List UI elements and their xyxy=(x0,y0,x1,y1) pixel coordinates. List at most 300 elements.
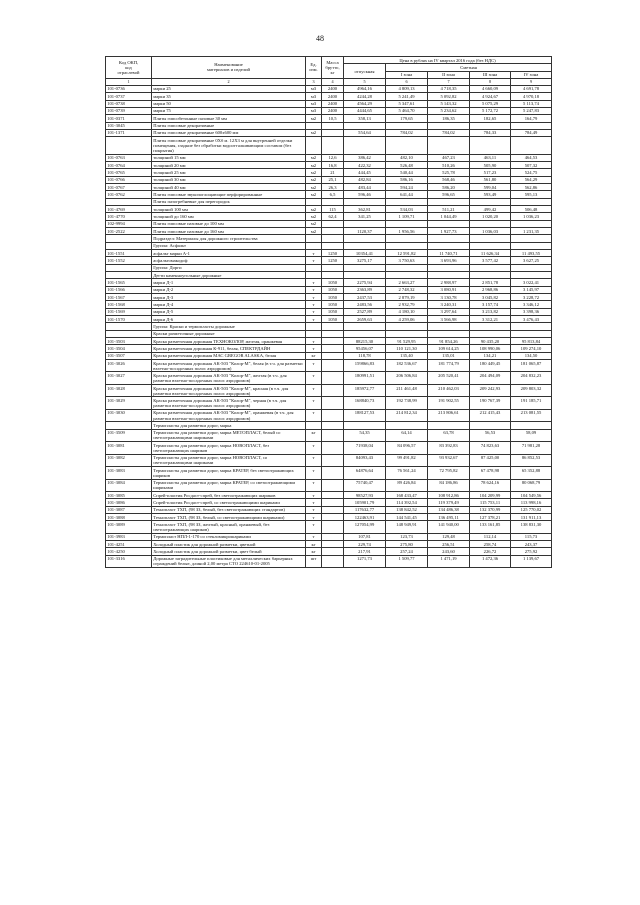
cell-name: Краска разметочная дорожная АК-503 "Колор-М", белая (в т.ч. для разметки взлетно-посадочных полос аэродромов) xyxy=(152,359,306,371)
cell-unit: м2 xyxy=(306,169,322,176)
cell-price: 784,02 xyxy=(386,129,428,136)
cell-price: 784,49 xyxy=(511,129,552,136)
table-row xyxy=(106,384,552,396)
cell-price: 91 854,26 xyxy=(428,337,470,344)
cell-gross: 1050 xyxy=(322,308,344,315)
cell-name: Группа: Асфальт xyxy=(152,242,306,249)
header-zone-3: III зона xyxy=(470,71,511,78)
cell-price: 65 352,88 xyxy=(511,467,552,479)
cell-price: 180 449,45 xyxy=(470,359,511,371)
table-row xyxy=(106,154,552,161)
cell-price: 4 180,10 xyxy=(386,308,428,315)
column-number: 7 xyxy=(428,78,470,85)
cell-price xyxy=(344,220,386,227)
column-number: 2 xyxy=(152,78,306,85)
cell-price: 132 370,99 xyxy=(470,506,511,513)
cell-price: 123,73 xyxy=(386,533,428,540)
cell-price: 179,65 xyxy=(386,115,428,122)
cell-price: 5 075,29 xyxy=(470,100,511,107)
cell-price: 511,21 xyxy=(428,206,470,213)
table-row xyxy=(106,454,552,466)
column-number: 5 xyxy=(344,78,386,85)
cell-price: 133 161,85 xyxy=(470,521,511,533)
cell-name: Дегти каменноугольные дорожные xyxy=(152,272,306,279)
cell-name: толщиной 15 мм xyxy=(152,154,306,161)
cell-price: 3 750,63 xyxy=(386,257,428,264)
cell-price: 2659,63 xyxy=(344,316,386,323)
table-row xyxy=(106,176,552,183)
cell-unit: кг xyxy=(306,352,322,359)
cell-code: 101-3316 xyxy=(106,555,152,567)
cell-price xyxy=(386,272,428,279)
cell-name: Подраздел: Материалы для дорожного строительства xyxy=(152,235,306,242)
cell-name: Спрей-пластик Росдаст-спрей, со светоотражающими шариками xyxy=(152,499,306,506)
cell-unit: кг xyxy=(306,429,322,441)
cell-price: 104 209,99 xyxy=(470,491,511,498)
cell-price: 84 096,57 xyxy=(386,442,428,454)
cell-price: 210 462,03 xyxy=(428,384,470,396)
cell-name: Краска разметочная дорожная АК-503 "Колор-М", желтая (в т.ч. для разметки взлетно-посадочных полос аэродромов) xyxy=(152,372,306,384)
cell-gross: 2400 xyxy=(322,100,344,107)
cell-name: Плиты гипсовые декоративные xyxy=(152,122,306,129)
cell-name: Технопласт ТХП, (98 ЗЗ, белый, со светоотражающими шариками) xyxy=(152,513,306,520)
table-row xyxy=(106,206,552,213)
cell-price: 3275,17 xyxy=(344,257,386,264)
cell-code: 101-0739 xyxy=(106,107,152,114)
cell-code xyxy=(106,242,152,249)
cell-price xyxy=(428,122,470,129)
cell-price: 148 949,91 xyxy=(386,521,428,533)
cell-price: 596,46 xyxy=(344,191,386,198)
header-row-1 xyxy=(106,57,552,64)
cell-price: 58,09 xyxy=(511,429,552,441)
table-row xyxy=(106,442,552,454)
cell-price: 75740,47 xyxy=(344,479,386,491)
cell-gross: 2400 xyxy=(322,93,344,100)
cell-price: 4 970,18 xyxy=(511,93,552,100)
cell-price: 180991,51 xyxy=(344,372,386,384)
cell-name: Краска разметочная дорожная АК-503 "Колор-М", красная (в т.ч. для разметки взлетно-посадочных полос аэродромов) xyxy=(152,384,306,396)
table-row xyxy=(106,100,552,107)
cell-price: 2363,89 xyxy=(344,286,386,293)
cell-unit xyxy=(306,198,322,205)
cell-price xyxy=(386,422,428,429)
cell-price xyxy=(470,122,511,129)
cell-price xyxy=(428,235,470,242)
cell-gross xyxy=(322,220,344,227)
column-number: 6 xyxy=(386,78,428,85)
cell-unit xyxy=(306,330,322,337)
cell-price: 422,32 xyxy=(344,162,386,169)
cell-price xyxy=(428,137,470,155)
cell-price: 141 940,00 xyxy=(428,521,470,533)
cell-price: 3 157,74 xyxy=(470,301,511,308)
table-row xyxy=(106,555,552,567)
cell-gross xyxy=(322,352,344,359)
cell-price: 4 718,35 xyxy=(428,85,470,92)
cell-price: 2527,89 xyxy=(344,308,386,315)
cell-unit: м2 xyxy=(306,206,322,213)
cell-unit: т xyxy=(306,294,322,301)
cell-price xyxy=(511,323,552,330)
cell-code: 101-3083 xyxy=(106,467,152,479)
table-row xyxy=(106,506,552,513)
cell-price: 112,14 xyxy=(470,533,511,540)
cell-price: 1120,37 xyxy=(344,228,386,235)
table-row xyxy=(106,479,552,491)
cell-code: 101-1566 xyxy=(106,286,152,293)
cell-name: асфальтомакодоф xyxy=(152,257,306,264)
cell-gross: 1250 xyxy=(322,257,344,264)
cell-price: 56,53 xyxy=(470,429,511,441)
cell-name: марки Д-5 xyxy=(152,308,306,315)
cell-price: 275,80 xyxy=(386,541,428,548)
table-group-row xyxy=(106,264,552,271)
cell-price: 5 092,82 xyxy=(428,93,470,100)
cell-price: 257,24 xyxy=(386,548,428,555)
cell-unit: м2 xyxy=(306,220,322,227)
cell-price xyxy=(428,198,470,205)
cell-price: 517,23 xyxy=(470,169,511,176)
price-table xyxy=(105,56,552,568)
cell-gross: 6,5 xyxy=(322,191,344,198)
header-unit: Ед. изм. xyxy=(306,57,322,79)
cell-unit: т xyxy=(306,479,322,491)
cell-price: 182,65 xyxy=(470,115,511,122)
cell-unit: т xyxy=(306,279,322,286)
cell-unit xyxy=(306,235,322,242)
cell-name: Технопласт ТХП, (98 ЗЗ, белый, без светоотражающих стандартов) xyxy=(152,506,306,513)
cell-price: 204 494,09 xyxy=(470,372,511,384)
cell-price: 2 663,27 xyxy=(386,279,428,286)
cell-price xyxy=(386,220,428,227)
cell-price: 1 036,23 xyxy=(511,213,552,220)
cell-price: 206 506,84 xyxy=(386,372,428,384)
cell-name: толщиной 20 мм xyxy=(152,162,306,169)
table-row xyxy=(106,491,552,498)
cell-price: 3 398,36 xyxy=(511,308,552,315)
cell-price: 131 911,13 xyxy=(511,513,552,520)
cell-price xyxy=(386,235,428,242)
cell-price: 214 812,34 xyxy=(386,409,428,421)
cell-name: Плиты гипсовые звукопоглощающие перфорированные xyxy=(152,191,306,198)
cell-unit: м2 xyxy=(306,154,322,161)
cell-gross xyxy=(322,533,344,540)
cell-price: 84093,43 xyxy=(344,454,386,466)
cell-code xyxy=(106,264,152,271)
cell-gross xyxy=(322,442,344,454)
header-name: Наименование материалов и изделий xyxy=(152,57,306,79)
cell-code: 101-0762 xyxy=(106,191,152,198)
cell-price: 586,20 xyxy=(428,184,470,191)
cell-gross xyxy=(322,372,344,384)
cell-price xyxy=(344,272,386,279)
cell-unit: т xyxy=(306,521,322,533)
cell-gross: 1050 xyxy=(322,294,344,301)
table-row xyxy=(106,198,552,205)
cell-name: Термопласт НПЛ-1-170 со стекломикрошариками xyxy=(152,533,306,540)
table-row xyxy=(106,213,552,220)
cell-unit: т xyxy=(306,257,322,264)
table-row xyxy=(106,184,552,191)
cell-price: 3 577,42 xyxy=(470,257,511,264)
cell-price: 10354,41 xyxy=(344,250,386,257)
cell-price: 5 172,72 xyxy=(470,107,511,114)
table-row xyxy=(106,137,552,155)
table-row xyxy=(106,521,552,533)
cell-price: 1 036,03 xyxy=(470,228,511,235)
cell-price xyxy=(428,220,470,227)
cell-code: 101-3029 xyxy=(106,397,152,409)
cell-code: 101-3983 xyxy=(106,533,152,540)
cell-name: Термопласты для разметки дорог, марка НОВОПЛАСТ, без светоотражающих шариков xyxy=(152,442,306,454)
cell-code: 101-1567 xyxy=(106,294,152,301)
cell-price xyxy=(470,220,511,227)
cell-code: 101-0736 xyxy=(106,85,152,92)
cell-code: 101-3082 xyxy=(106,454,152,466)
cell-price: 4244,28 xyxy=(344,93,386,100)
cell-unit: т xyxy=(306,384,322,396)
cell-price xyxy=(344,137,386,155)
cell-name: марки Д-2 xyxy=(152,286,306,293)
cell-code: 101-0765 xyxy=(106,169,152,176)
cell-price: 5 143,32 xyxy=(428,100,470,107)
cell-name: толщиной 30 мм xyxy=(152,176,306,183)
cell-price: 4 660,09 xyxy=(470,85,511,92)
cell-code: 102-9994 xyxy=(106,220,152,227)
cell-gross: 25,1 xyxy=(322,176,344,183)
cell-gross xyxy=(322,555,344,567)
cell-price xyxy=(386,137,428,155)
cell-price: 127 378,21 xyxy=(470,513,511,520)
table-row xyxy=(106,162,552,169)
cell-price: 138 831,30 xyxy=(511,521,552,533)
cell-code: 101-1371 xyxy=(106,129,152,136)
cell-code: 101-3088 xyxy=(106,513,152,520)
cell-name: марки Д-1 xyxy=(152,279,306,286)
cell-price: 3 566,98 xyxy=(428,316,470,323)
cell-gross: 2400 xyxy=(322,107,344,114)
cell-price: 3 130,78 xyxy=(428,294,470,301)
cell-price: 3 080,91 xyxy=(428,286,470,293)
cell-price: 134 486,38 xyxy=(428,506,470,513)
cell-price: 534,03 xyxy=(386,206,428,213)
cell-price: 204 832,23 xyxy=(511,372,552,384)
cell-gross xyxy=(322,137,344,155)
cell-unit: м3 xyxy=(306,100,322,107)
cell-name: марки Д-3 xyxy=(152,294,306,301)
table-row xyxy=(106,330,552,337)
cell-gross: 1050 xyxy=(322,286,344,293)
cell-code: 101-3503 xyxy=(106,337,152,344)
cell-price: 499,42 xyxy=(470,206,511,213)
cell-price: 3 145,97 xyxy=(511,286,552,293)
cell-price: 1271,73 xyxy=(344,555,386,567)
cell-price: 83 392,83 xyxy=(428,442,470,454)
cell-price: 386,42 xyxy=(344,154,386,161)
cell-code: 101-3089 xyxy=(106,521,152,533)
header-zone-1: I зона xyxy=(386,71,428,78)
cell-name: марки Д-4 xyxy=(152,301,306,308)
cell-price: 138 842,52 xyxy=(386,506,428,513)
cell-price: 135,40 xyxy=(386,352,428,359)
cell-price xyxy=(511,235,552,242)
cell-price: 464,53 xyxy=(511,154,552,161)
table-row xyxy=(106,409,552,421)
table-row xyxy=(106,397,552,409)
cell-name: толщиной до 160 мм xyxy=(152,213,306,220)
cell-gross xyxy=(322,129,344,136)
table-row xyxy=(106,85,552,92)
cell-price: 2 988,97 xyxy=(428,279,470,286)
cell-price: 182 536,67 xyxy=(386,359,428,371)
cell-name: Термопласты для разметки дорог, марка МЕТОПЛАСТ, белый со светоотражающими шариками xyxy=(152,429,306,441)
cell-price: 525,78 xyxy=(428,169,470,176)
cell-unit xyxy=(306,323,322,330)
cell-price: 593,49 xyxy=(470,191,511,198)
cell-code: 101-2522 xyxy=(106,228,152,235)
cell-code xyxy=(106,323,152,330)
cell-price xyxy=(511,264,552,271)
cell-price xyxy=(344,422,386,429)
cell-price: 186,35 xyxy=(428,115,470,122)
cell-code xyxy=(106,422,152,429)
cell-price: 3 346,12 xyxy=(511,301,552,308)
cell-price: 2 879,19 xyxy=(386,294,428,301)
cell-price: 108 990,06 xyxy=(470,345,511,352)
cell-name: Термопласты для разметки дорог, марка КРАТЕР, без светоотражающих шариков xyxy=(152,467,306,479)
cell-price: 4964,16 xyxy=(344,85,386,92)
cell-price: 561,80 xyxy=(470,176,511,183)
cell-code xyxy=(106,137,152,155)
cell-price: 74 823,63 xyxy=(470,442,511,454)
cell-code: 101-3087 xyxy=(106,506,152,513)
cell-price: 4 691,78 xyxy=(511,85,552,92)
table-row xyxy=(106,548,552,555)
cell-price: 213 081,55 xyxy=(511,409,552,421)
cell-gross: 115 xyxy=(322,206,344,213)
cell-price: 168 433,47 xyxy=(386,491,428,498)
cell-unit: т xyxy=(306,301,322,308)
cell-price: 11 493,55 xyxy=(511,250,552,257)
cell-gross xyxy=(322,513,344,520)
cell-price: 4 259,06 xyxy=(386,316,428,323)
cell-code: 101-1568 xyxy=(106,301,152,308)
cell-unit: т xyxy=(306,250,322,257)
cell-price: 11 626,34 xyxy=(470,250,511,257)
table-row xyxy=(106,359,552,371)
cell-price xyxy=(344,198,386,205)
table-group-row xyxy=(106,235,552,242)
cell-unit: т xyxy=(306,506,322,513)
cell-price: 526,48 xyxy=(386,162,428,169)
cell-price xyxy=(511,422,552,429)
cell-gross xyxy=(322,409,344,421)
cell-gross xyxy=(322,548,344,555)
cell-price: 76 561,24 xyxy=(386,467,428,479)
cell-price: 1 044,49 xyxy=(428,213,470,220)
cell-unit: м2 xyxy=(306,176,322,183)
cell-code: 101-1570 xyxy=(106,316,152,323)
cell-price: 71 981,28 xyxy=(511,442,552,454)
table-row xyxy=(106,115,552,122)
cell-price: 98527,93 xyxy=(344,491,386,498)
cell-price: 784,33 xyxy=(470,129,511,136)
cell-gross xyxy=(322,228,344,235)
cell-name: марки 35 xyxy=(152,93,306,100)
cell-price: 122463,91 xyxy=(344,513,386,520)
cell-price: 3 022,41 xyxy=(511,279,552,286)
cell-code: 101-3507 xyxy=(106,352,152,359)
cell-price: 64,14 xyxy=(386,429,428,441)
cell-price: 3 213,82 xyxy=(470,308,511,315)
cell-unit: т xyxy=(306,442,322,454)
cell-name: толщиной 25 мм xyxy=(152,169,306,176)
cell-price: 108 912,86 xyxy=(428,491,470,498)
cell-price xyxy=(470,264,511,271)
cell-price xyxy=(386,122,428,129)
cell-price xyxy=(386,242,428,249)
cell-price: 190 767,39 xyxy=(470,397,511,409)
table-row xyxy=(106,345,552,352)
cell-price: 2 851,78 xyxy=(470,279,511,286)
cell-price: 185972,77 xyxy=(344,384,386,396)
cell-unit xyxy=(306,122,322,129)
cell-price: 54,35 xyxy=(344,429,386,441)
cell-price: 99 491,82 xyxy=(386,454,428,466)
cell-unit: т xyxy=(306,308,322,315)
cell-code xyxy=(106,198,152,205)
cell-unit: т xyxy=(306,491,322,498)
cell-unit xyxy=(306,264,322,271)
cell-price: 95456,07 xyxy=(344,345,386,352)
table-row xyxy=(106,257,552,264)
cell-price: 1 471,19 xyxy=(428,555,470,567)
cell-price: 595,13 xyxy=(511,191,552,198)
cell-price: 510,26 xyxy=(428,162,470,169)
cell-code: 101-3504 xyxy=(106,345,152,352)
cell-price: 115,73 xyxy=(511,533,552,540)
cell-price: 507,32 xyxy=(511,162,552,169)
cell-price: 109 274,10 xyxy=(511,345,552,352)
cell-price: 104 549,56 xyxy=(511,491,552,498)
cell-unit: м2 xyxy=(306,162,322,169)
header-zone-4: IV зона xyxy=(511,71,552,78)
cell-code: 101-4769 xyxy=(106,206,152,213)
cell-code: 101-1552 xyxy=(106,257,152,264)
cell-unit: т xyxy=(306,286,322,293)
table-row xyxy=(106,129,552,136)
cell-unit xyxy=(306,272,322,279)
column-number: 3 xyxy=(306,78,322,85)
cell-gross xyxy=(322,454,344,466)
table-row xyxy=(106,107,552,114)
cell-gross xyxy=(322,337,344,344)
cell-price: 3 240,31 xyxy=(428,301,470,308)
cell-unit: т xyxy=(306,372,322,384)
cell-name: Краска разметочная дорожная АК-503 "Колор-М", оранжевая (в т.ч. для разметки взлетно-посадочных полос аэродромов) xyxy=(152,409,306,421)
cell-gross: 1050 xyxy=(322,316,344,323)
cell-code: 101-4251 xyxy=(106,541,152,548)
column-number: 8 xyxy=(470,78,511,85)
cell-gross xyxy=(322,272,344,279)
cell-gross xyxy=(322,122,344,129)
table-row xyxy=(106,352,552,359)
cell-name: Краска разметочная дорожная ТЕХНОКОЛОР, желтая, оранжевая xyxy=(152,337,306,344)
cell-price: 125 770,02 xyxy=(511,506,552,513)
table-row xyxy=(106,220,552,227)
cell-price xyxy=(386,198,428,205)
